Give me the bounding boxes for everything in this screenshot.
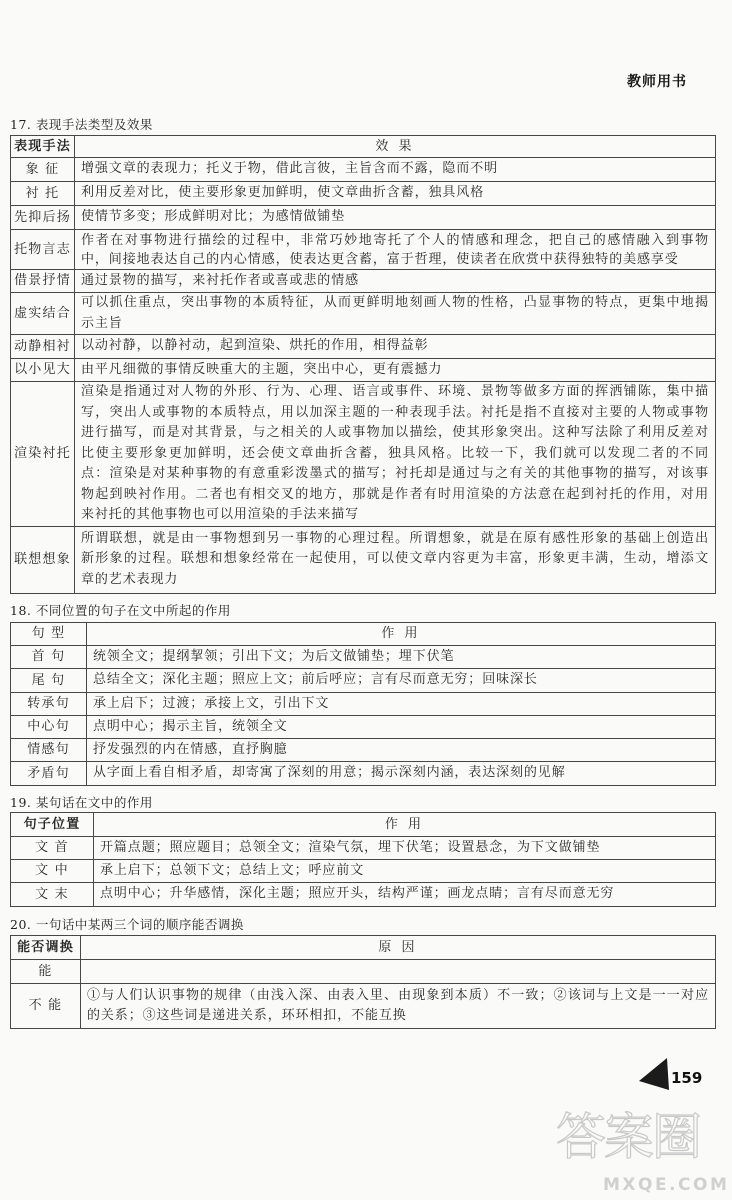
- technique-name-cell: [11, 526, 75, 593]
- column-header-method: 表现手法: [14, 138, 71, 154]
- technique-name: 以小见大: [14, 362, 71, 377]
- function-cell: [87, 669, 716, 693]
- header-cell: [81, 936, 716, 960]
- effect-line: 比使主要形象更加鲜明，还会使文章曲折含蓄，独具风格。比较一下，我们就可以发现二者的不同: [81, 445, 709, 461]
- effect-line: 新形象的过程。联想和想象经常在一起使用，可以使文章内容更为丰富，形象更丰满，生动，增添文: [81, 551, 709, 567]
- function-cell: [94, 883, 716, 907]
- technique-name-cell: [11, 158, 75, 182]
- effect-line: 物起到映衬作用。二者也有相交叉的地方，那就是作者有时用渲染的方法意在起到衬托的作用，对用: [81, 486, 709, 502]
- effect-line: 利用反差对比，使主要形象更加鲜明，使文章曲折含蓄，独具风格: [81, 185, 485, 201]
- technique-row-rendering-foil: [11, 382, 716, 527]
- reason-cell: [81, 984, 716, 1029]
- technique-name: 虚实结合: [14, 305, 71, 321]
- swap-cell: [11, 960, 81, 984]
- column-header-function: 作 用: [381, 626, 421, 641]
- technique-row-association-imagination: [11, 526, 716, 593]
- technique-effect-cell: [75, 382, 716, 527]
- sentence-type: 中心句: [27, 719, 70, 734]
- swap-label: 不 能: [28, 998, 63, 1013]
- sentence-position-table: [10, 622, 716, 786]
- technique-name: 联想想象: [14, 551, 71, 567]
- page-marker-triangle-icon: [636, 1055, 672, 1093]
- technique-name-cell: [11, 293, 75, 335]
- effect-line: 作者在对事物进行描绘的过程中，非常巧妙地寄托了个人的情感和理念，把自己的感情融入到事物: [81, 232, 709, 248]
- technique-row-foil: [11, 182, 716, 206]
- technique-row-real-and-imagined: [11, 293, 716, 335]
- technique-name-cell: [11, 359, 75, 382]
- sentence-type-cell: [11, 669, 87, 693]
- running-head: 教师用书: [627, 74, 687, 90]
- technique-effect-cell: [75, 293, 716, 335]
- function-text: 开篇点题；照应题目；总领全文；渲染气氛，埋下伏笔；设置悬念，为下文做铺垫: [100, 839, 601, 855]
- section-19-title: 19. 某句话在文中的作用: [10, 795, 153, 810]
- watermark-site: MXQE.COM: [603, 1175, 730, 1195]
- sentence-row-emotional: [11, 739, 716, 762]
- effect-line: 点：渲染是对某种事物的有意重彩泼墨式的描写；衬托却是通过与之有关的其他事物的描写，对该事: [81, 466, 709, 481]
- effect-line: 章的艺术表现力: [81, 571, 179, 587]
- sentence-type: 尾 句: [31, 672, 66, 688]
- effect-line: 以动衬静，以静衬动，起到渲染、烘托的作用，相得益彰: [81, 338, 429, 354]
- position-label: 文 末: [35, 886, 69, 902]
- technique-name-cell: [11, 270, 75, 293]
- technique-name-cell: [11, 182, 75, 206]
- column-header-reason: 原 因: [378, 939, 418, 955]
- function-text: 抒发强烈的内在情感，直抒胸臆: [93, 741, 288, 757]
- function-cell: [94, 837, 716, 860]
- function-cell: [87, 646, 716, 669]
- swap-row-cannot: [11, 984, 716, 1029]
- technique-name-cell: [11, 230, 75, 270]
- technique-effect-cell: [75, 270, 716, 293]
- section-17-title: 17. 表现手法类型及效果: [10, 117, 153, 132]
- sentence-row-transition: [11, 693, 716, 716]
- technique-row-motion-stillness: [11, 335, 716, 359]
- position-row-middle: [11, 860, 716, 883]
- effect-line: 中，间接地表达自己的内心情感，使表达更含蓄，富于哲理，使读者在欣赏中获得独特的美感享受: [81, 251, 679, 267]
- sentence-type: 矛盾句: [27, 765, 70, 781]
- technique-row-suppress-then-praise: [11, 206, 716, 230]
- section-20-title: 20. 一句话中某两三个词的顺序能否调换: [10, 917, 244, 932]
- position-label: 文 首: [35, 840, 69, 855]
- position-row-ending: [11, 883, 716, 907]
- sentence-type-cell: [11, 716, 87, 739]
- effect-line: 可以抓住重点，突出事物的本质特征，从而更鲜明地刻画人物的性格，凸显事物的特点，更集中地揭: [81, 295, 709, 310]
- table-header-row: [11, 623, 716, 646]
- technique-row-symbolism: [11, 158, 716, 182]
- technique-name-cell: [11, 206, 75, 230]
- effect-line: 所谓联想，就是由一事物想到另一事物的心理过程。所谓想象，就是在原有感性形象的基础上创造出: [81, 530, 709, 546]
- sentence-row-last: [11, 669, 716, 693]
- technique-name: 先抑后扬: [14, 209, 71, 225]
- technique-name-cell: [11, 335, 75, 359]
- table-header-row: [11, 936, 716, 960]
- sentence-location-table: [10, 812, 716, 907]
- header-cell: [75, 136, 716, 158]
- reason-line: ①与人们认识事物的规律（由浅入深、由表入里、由现象到本质）不一致；②该词与上文是一一对应: [87, 987, 709, 1003]
- sentence-row-first: [11, 646, 716, 669]
- swap-cell: [11, 984, 81, 1029]
- sentence-row-paradox: [11, 762, 716, 786]
- function-text: 点明中心；揭示主旨，统领全文: [93, 718, 288, 734]
- sentence-type: 首 句: [31, 649, 66, 664]
- effect-line: 通过景物的描写，来衬托作者或喜或悲的情感: [81, 272, 360, 288]
- effect-line: 进行描写，而是对其背景，与之相关的人或事物加以描绘，使其形象突出。这种写法除了利用反差对: [81, 425, 709, 440]
- function-cell: [87, 693, 716, 716]
- function-text: 从字面上看自相矛盾，却寄寓了深刻的用意；揭示深刻内涵，表达深刻的见解: [93, 765, 566, 781]
- swap-label: 能: [38, 963, 53, 979]
- effect-line: 增强文章的表现力；托义于物，借此言彼，主旨含而不露，隐而不明: [81, 161, 499, 177]
- header-cell: [11, 623, 87, 646]
- page-number: 159: [671, 1069, 703, 1087]
- header-cell: [87, 623, 716, 646]
- function-cell: [87, 716, 716, 739]
- technique-row-small-reveals-large: [11, 359, 716, 382]
- column-header-sentence-type: 句 型: [31, 626, 66, 641]
- sentence-row-central: [11, 716, 716, 739]
- technique-name: 渲染衬托: [14, 445, 71, 461]
- function-cell: [94, 860, 716, 883]
- position-row-opening: [11, 837, 716, 860]
- swap-row-can: [11, 960, 716, 984]
- technique-name: 托物言志: [14, 241, 71, 257]
- technique-name: 动静相衬: [14, 338, 71, 354]
- sentence-type-cell: [11, 646, 87, 669]
- technique-effect-cell: [75, 158, 716, 182]
- technique-row-aspiration-through-object: [11, 230, 716, 270]
- watermark-logo: 答案圈: [556, 1108, 700, 1166]
- technique-effect-cell: [75, 526, 716, 593]
- techniques-table: [10, 135, 716, 594]
- effect-line: 渲染是指通过对人物的外形、行为、心理、语言或事件、环境、景物等做多方面的挥洒铺陈，集中描: [81, 384, 709, 399]
- function-text: 总结全文；深化主题；照应上文；前后呼应；言有尽而意无穷；回味深长: [93, 672, 538, 688]
- technique-name: 借景抒情: [14, 273, 71, 288]
- column-header-effect: 效 果: [375, 138, 415, 154]
- technique-effect-cell: [75, 335, 716, 359]
- sentence-type: 情感句: [27, 742, 70, 757]
- technique-name: 象 征: [25, 161, 60, 177]
- effect-line: 使情节多变；形成鲜明对比；为感情做铺垫: [81, 209, 346, 225]
- sentence-type-cell: [11, 739, 87, 762]
- column-header-swappable: 能否调换: [17, 939, 74, 955]
- header-cell: [94, 813, 716, 837]
- sentence-type-cell: [11, 693, 87, 716]
- reason-line: 的关系；③这些词是递进关系，环环相扣，不能互换: [87, 1008, 407, 1023]
- sentence-type-cell: [11, 762, 87, 786]
- word-order-table: [10, 935, 716, 1029]
- function-cell: [87, 739, 716, 762]
- function-text: 统领全文；提纲挈领；引出下文；为后文做铺垫；埋下伏笔: [93, 648, 455, 664]
- column-header-function: 作 用: [384, 816, 425, 832]
- section-18-title: 18. 不同位置的句子在文中所起的作用: [10, 603, 231, 618]
- header-cell: [11, 813, 94, 837]
- table-header-row: [11, 136, 716, 158]
- technique-row-emotion-through-scenery: [11, 270, 716, 293]
- technique-name-cell: [11, 382, 75, 527]
- function-cell: [87, 762, 716, 786]
- function-text: 点明中心；升华感情，深化主题；照应开头，结构严谨；画龙点睛；言有尽而意无穷: [100, 886, 615, 902]
- position-label: 文 中: [35, 863, 69, 878]
- effect-line: 来衬托的其他事物也可以用渲染的手法来描写: [81, 507, 360, 522]
- column-header-position: 句子位置: [23, 816, 81, 832]
- table-header-row: [11, 813, 716, 837]
- function-text: 承上启下；总领下文；总结上文；呼应前文: [100, 862, 365, 878]
- technique-effect-cell: [75, 182, 716, 206]
- header-cell: [11, 136, 75, 158]
- technique-effect-cell: [75, 359, 716, 382]
- reason-cell: [81, 960, 716, 984]
- effect-line: 示主旨: [81, 315, 123, 331]
- effect-line: 写，突出人或事物的本质特点，用以加深主题的一种表现手法。衬托是指不直接对主要的人物或事物: [81, 404, 709, 420]
- position-cell: [11, 860, 94, 883]
- sentence-type: 转承句: [27, 696, 70, 711]
- position-cell: [11, 883, 94, 907]
- technique-effect-cell: [75, 206, 716, 230]
- effect-line: 由平凡细微的事情反映重大的主题，突出中心，更有震撼力: [81, 361, 443, 377]
- header-cell: [11, 936, 81, 960]
- technique-effect-cell: [75, 230, 716, 270]
- technique-name: 衬 托: [25, 185, 60, 201]
- position-cell: [11, 837, 94, 860]
- function-text: 承上启下；过渡；承接上文，引出下文: [93, 695, 330, 711]
